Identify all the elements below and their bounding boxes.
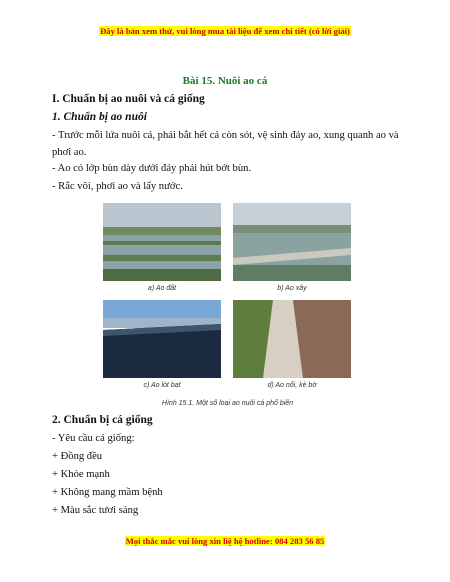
section1-paragraph: - Trước mỗi lứa nuôi cá, phải bắt hết cá còn sót, vệ sinh đáy ao, xung quanh ao và phơi ao. <box>52 130 399 158</box>
figure-title: Hình 15.1. Một số loại ao nuôi cá phổ biến <box>161 400 294 407</box>
section2-heading: 2. Chuẩn bị cá giống <box>52 414 153 426</box>
hotline-banner-text: Mọi thắc mắc vui lòng xin liệ hệ hotline: 084 283 56 85 <box>125 536 325 546</box>
photo-lined-pond <box>103 300 221 378</box>
lesson-title: Bài 15. Nuôi ao cá <box>182 75 268 87</box>
preview-banner <box>0 26 450 36</box>
preview-banner-text: Đây là bản xem thử, vui lòng mua tài liệu để xem chi tiết (có lời giải) <box>100 26 350 36</box>
photo-earth-pond <box>103 203 221 281</box>
photo-raised-pond <box>233 300 351 378</box>
section2-intro: - Yêu cầu cá giống: <box>52 433 135 444</box>
pond-figure <box>100 200 355 412</box>
hotline-banner <box>0 536 450 546</box>
section1-subheading: 1. Chuẩn bị ao nuôi <box>52 111 147 123</box>
caption-c: c) Ao lót bạt <box>143 382 181 389</box>
caption-b: b) Ao xây <box>277 285 307 292</box>
list-item: + Màu sắc tươi sáng <box>52 505 139 516</box>
list-item: + Khỏe mạnh <box>52 469 110 480</box>
caption-d: d) Ao nổi, kè bờ <box>267 382 317 389</box>
section1-heading: I. Chuẩn bị ao nuôi và cá giống <box>52 93 205 105</box>
section1-line3: - Rắc vôi, phơi ao và lấy nước. <box>52 181 183 192</box>
section1-line2: - Ao có lớp bùn dày dưới đáy phải hút bớt bùn. <box>52 163 252 174</box>
photo-built-pond <box>233 203 351 281</box>
list-item: + Không mang mầm bệnh <box>52 487 163 498</box>
list-item: + Đồng đều <box>52 451 103 462</box>
caption-a: a) Ao đất <box>147 285 177 292</box>
